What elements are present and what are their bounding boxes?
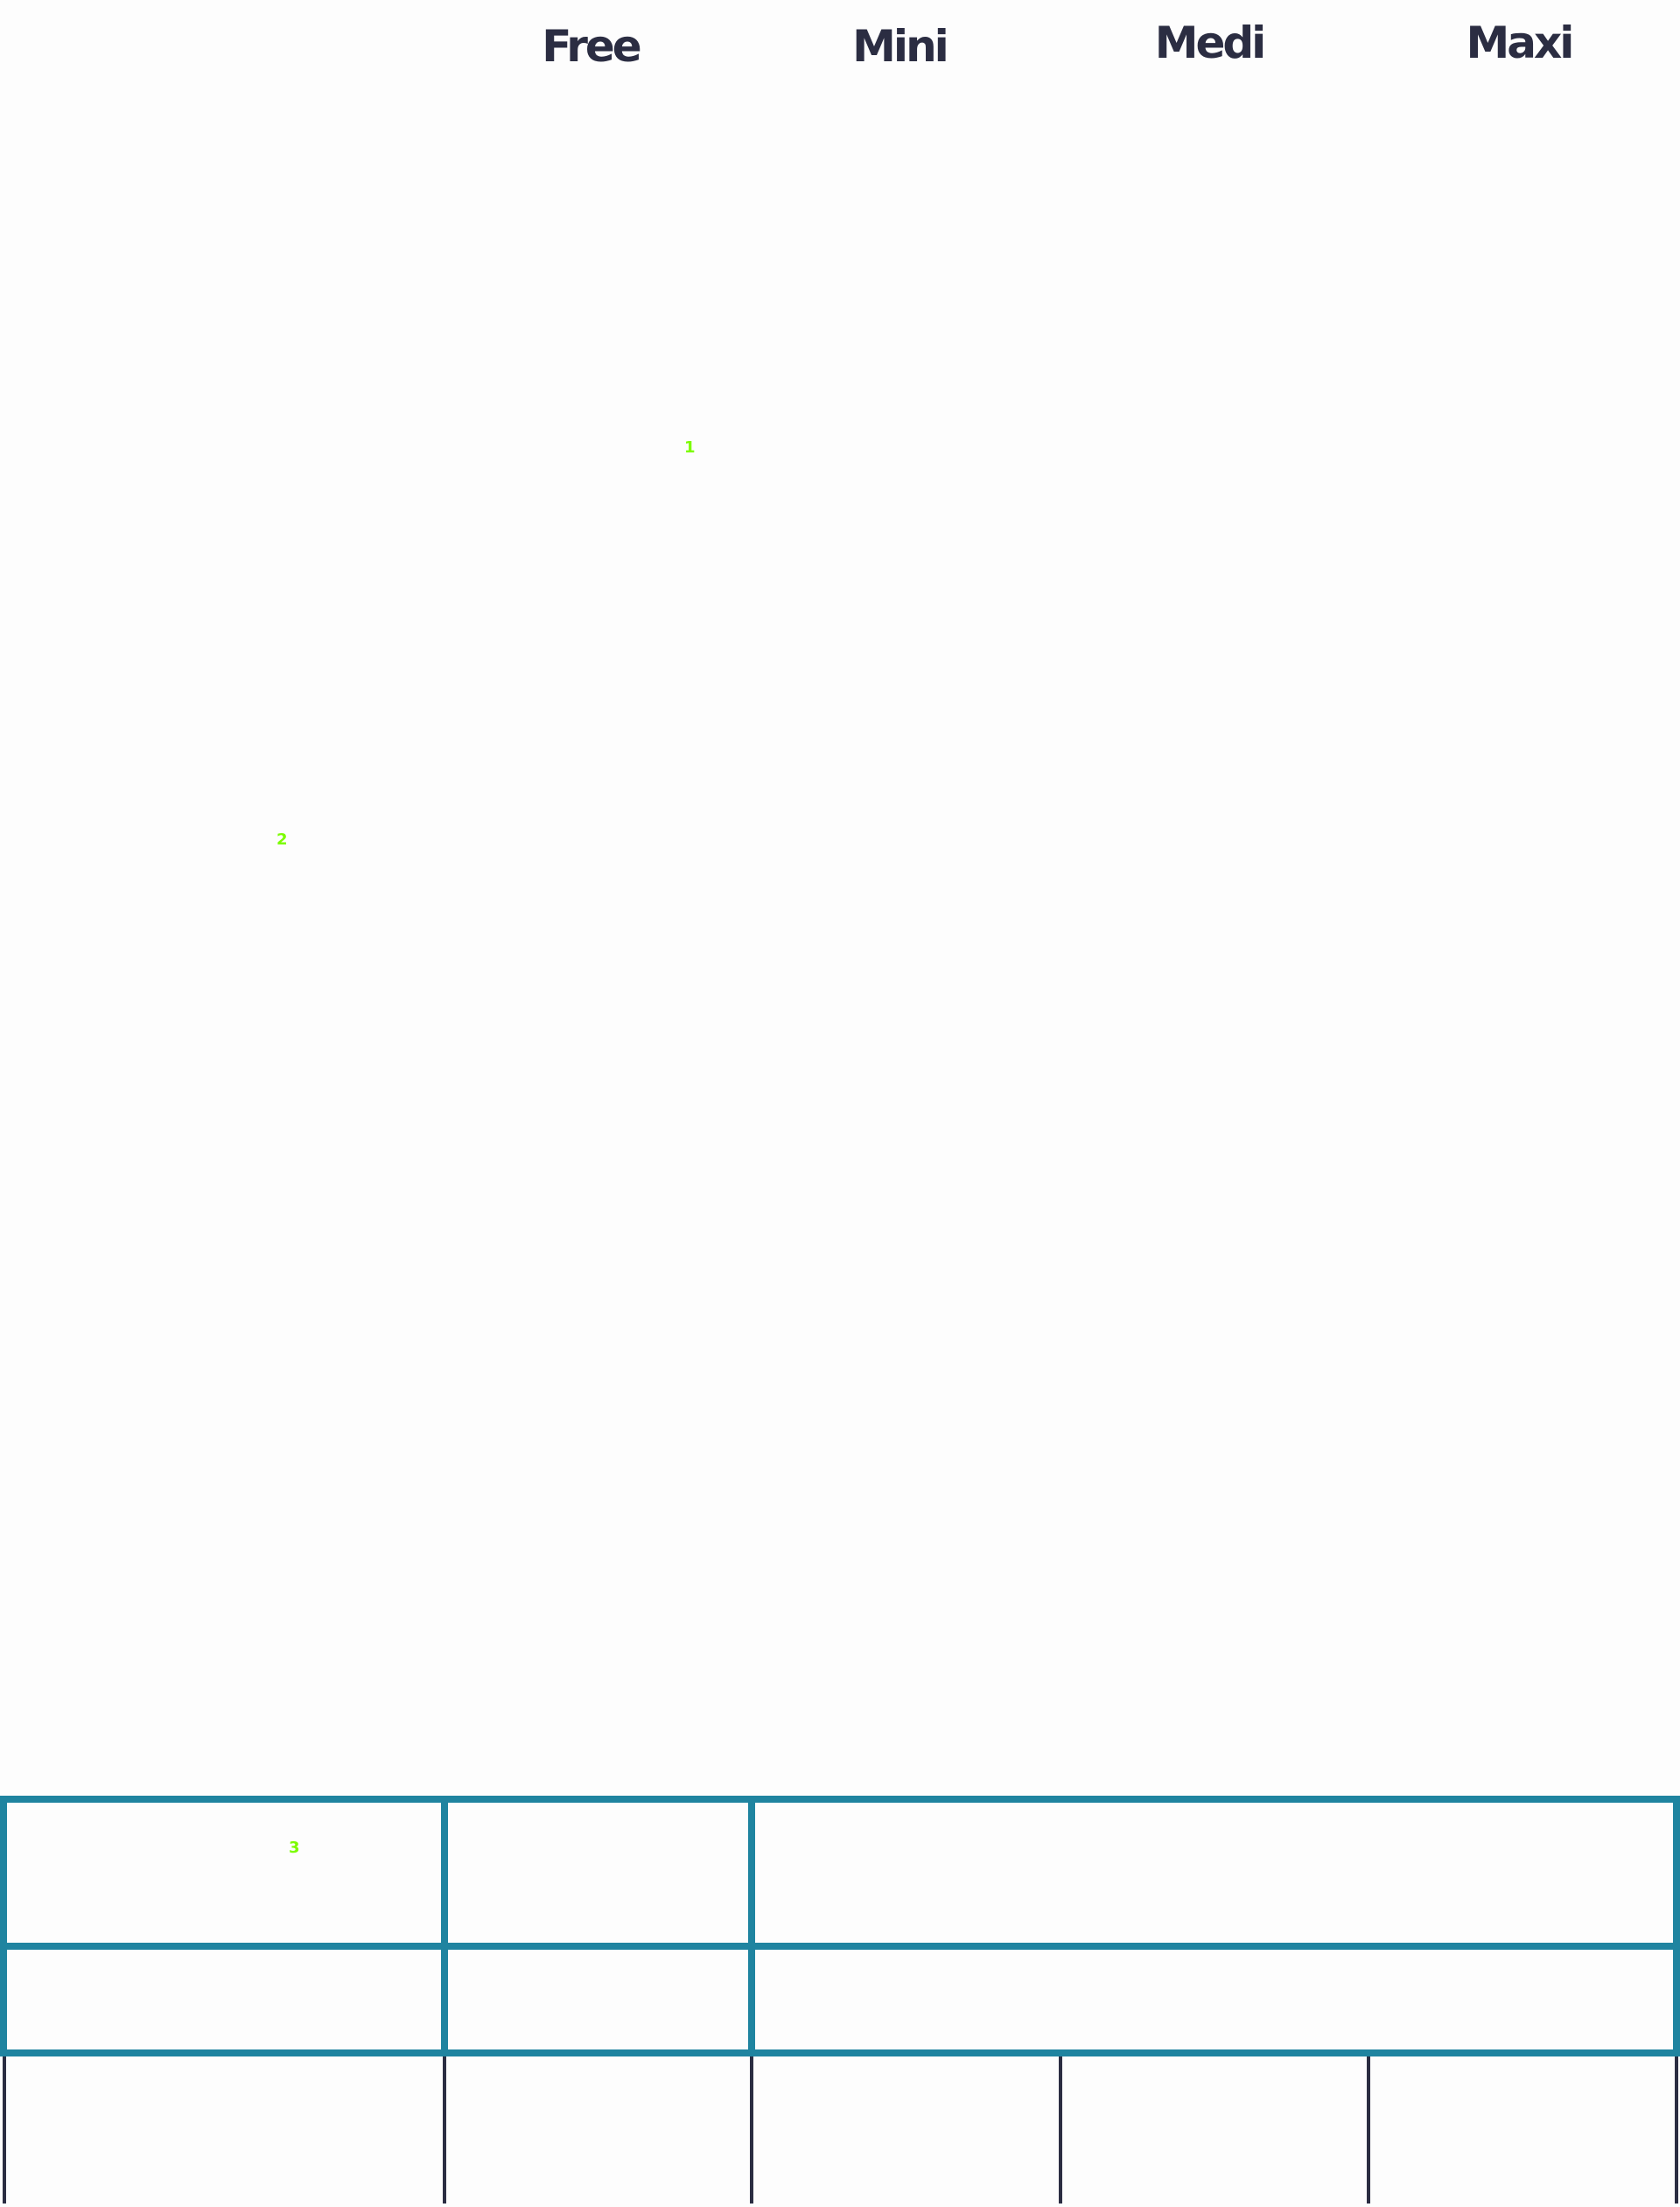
plan-header-mini: Mini <box>852 21 947 72</box>
column-stub-medi <box>1059 2056 1062 2203</box>
grid-divider-2 <box>748 1796 755 2056</box>
column-stub-free <box>443 2056 446 2203</box>
column-stub-maxi <box>1367 2056 1370 2203</box>
marker-1: 1 <box>684 438 696 457</box>
grid-cell-r1-c3 <box>755 1803 1673 1943</box>
grid-border-left <box>0 1796 7 2056</box>
grid-cell-r2-c1 <box>7 1950 441 2049</box>
plan-header-medi: Medi <box>1154 18 1264 68</box>
grid-border-top <box>0 1796 1680 1803</box>
plan-header-free: Free <box>542 21 640 72</box>
grid-border-bottom <box>0 2049 1680 2056</box>
grid-cell-r1-c2 <box>448 1803 748 1943</box>
grid-cell-r2-c2 <box>448 1950 748 2049</box>
plan-header-maxi: Maxi <box>1466 18 1572 68</box>
marker-2: 2 <box>276 830 288 849</box>
column-stub-end <box>1675 2056 1678 2203</box>
grid-divider-1 <box>441 1796 448 2056</box>
comparison-grid <box>0 1796 1680 2056</box>
column-stub-mini <box>750 2056 753 2203</box>
marker-3: 3 <box>289 1839 300 1857</box>
grid-cell-r1-c1 <box>7 1803 441 1943</box>
grid-cell-r2-c3 <box>755 1950 1673 2049</box>
column-stub-label <box>3 2056 6 2203</box>
grid-border-right <box>1673 1796 1680 2056</box>
grid-border-middle <box>0 1943 1680 1950</box>
